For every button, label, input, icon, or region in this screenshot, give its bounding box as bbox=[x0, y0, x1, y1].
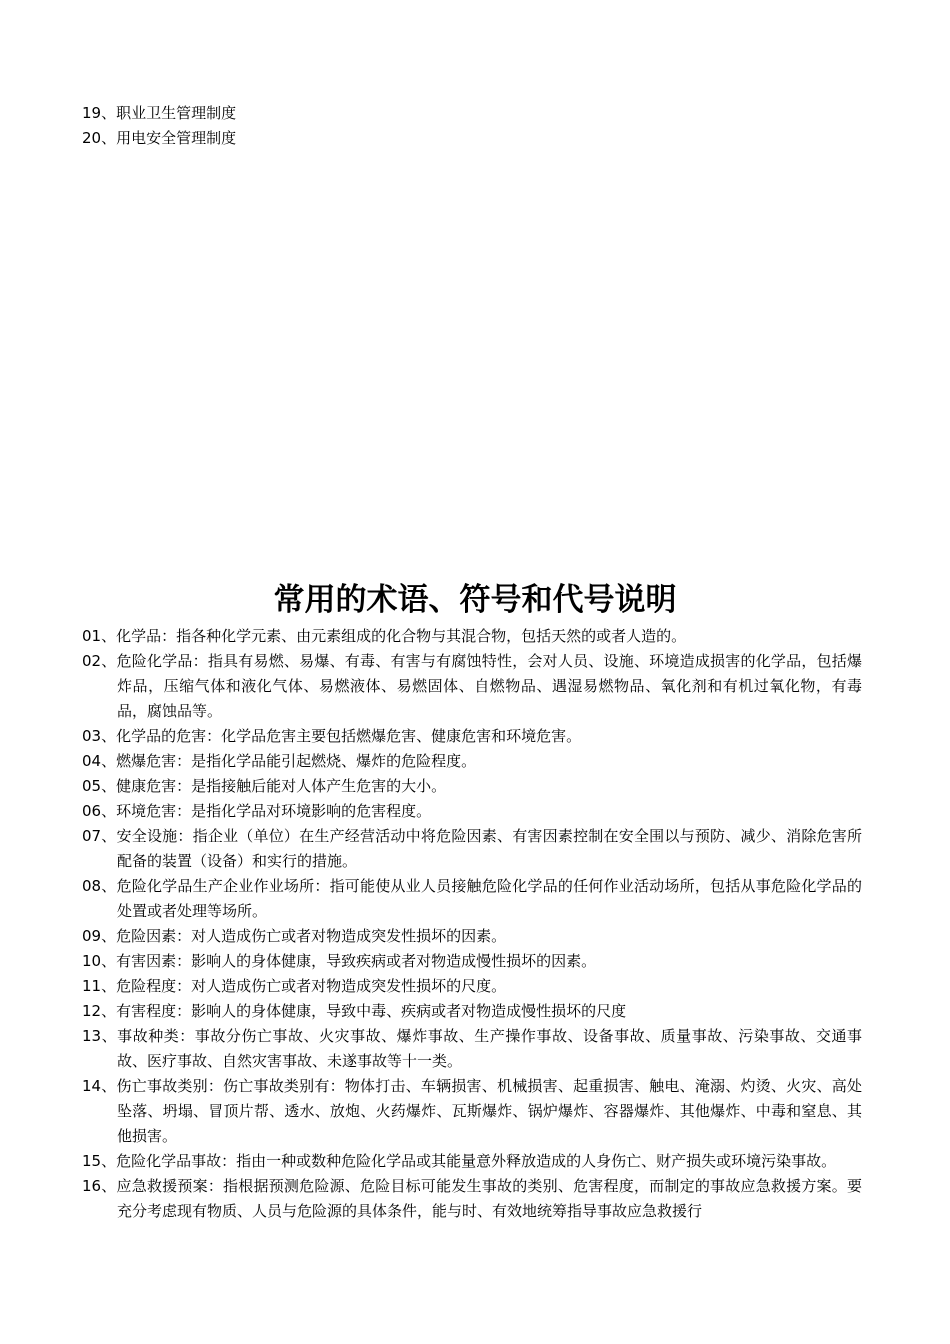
term-item: 05、健康危害：是指接触后能对人体产生危害的大小。 bbox=[82, 777, 447, 795]
term-item: 08、危险化学品生产企业作业场所：指可能使从业人员接触危险化学品的任何作业活动场所，包括从事危险化学品的处置或者处理等场所。 bbox=[82, 877, 862, 920]
term-item: 02、危险化学品：指具有易燃、易爆、有毒、有害与有腐蚀特性，会对人员、设施、环境造成损害的化学品，包括爆炸品，压缩气体和液化气体、易燃液体、易燃固体、自燃物品、遇湿易燃物品、氧化剂和有机过氧化物，有毒品，腐蚀品等。 bbox=[82, 652, 862, 720]
regulation-list bbox=[82, 101, 882, 151]
terms-list bbox=[82, 624, 862, 1224]
list-item: 19、职业卫生管理制度 bbox=[82, 104, 237, 122]
term-item: 15、危险化学品事故：指由一种或数种危险化学品或其能量意外释放造成的人身伤亡、财产损失或环境污染事故。 bbox=[82, 1152, 837, 1170]
list-item: 20、用电安全管理制度 bbox=[82, 129, 237, 147]
term-item: 13、事故种类：事故分伤亡事故、火灾事故、爆炸事故、生产操作事故、设备事故、质量事故、污染事故、交通事故、医疗事故、自然灾害事故、未遂事故等十一类。 bbox=[82, 1027, 862, 1070]
term-item: 10、有害因素：影响人的身体健康，导致疾病或者对物造成慢性损坏的因素。 bbox=[82, 952, 597, 970]
term-item: 16、应急救援预案：指根据预测危险源、危险目标可能发生事故的类别、危害程度，而制定的事故应急救援方案。要充分考虑现有物质、人员与危险源的具体条件，能与时、有效地统筹指导事故应急救援行 bbox=[82, 1177, 862, 1220]
term-item: 01、化学品：指各种化学元素、由元素组成的化合物与其混合物，包括天然的或者人造的。 bbox=[82, 627, 687, 645]
term-item: 09、危险因素：对人造成伤亡或者对物造成突发性损坏的因素。 bbox=[82, 927, 507, 945]
section-title: 常用的术语、符号和代号说明 bbox=[273, 582, 677, 618]
term-item: 12、有害程度：影响人的身体健康，导致中毒、疾病或者对物造成慢性损坏的尺度 bbox=[82, 1002, 627, 1020]
term-item: 14、伤亡事故类别：伤亡事故类别有：物体打击、车辆损害、机械损害、起重损害、触电、淹溺、灼烫、火灾、高处坠落、坍塌、冒顶片帮、透水、放炮、火药爆炸、瓦斯爆炸、锅炉爆炸、容器爆炸、其他爆炸、中毒和窒息、其他损害。 bbox=[82, 1077, 862, 1145]
term-item: 11、危险程度：对人造成伤亡或者对物造成突发性损坏的尺度。 bbox=[82, 977, 507, 995]
term-item: 06、环境危害：是指化学品对环境影响的危害程度。 bbox=[82, 802, 432, 820]
term-item: 04、燃爆危害：是指化学品能引起燃烧、爆炸的危险程度。 bbox=[82, 752, 477, 770]
term-item: 03、化学品的危害：化学品危害主要包括燃爆危害、健康危害和环境危害。 bbox=[82, 727, 582, 745]
term-item: 07、安全设施：指企业（单位）在生产经营活动中将危险因素、有害因素控制在安全围以与预防、减少、消除危害所配备的装置（设备）和实行的措施。 bbox=[82, 827, 862, 870]
